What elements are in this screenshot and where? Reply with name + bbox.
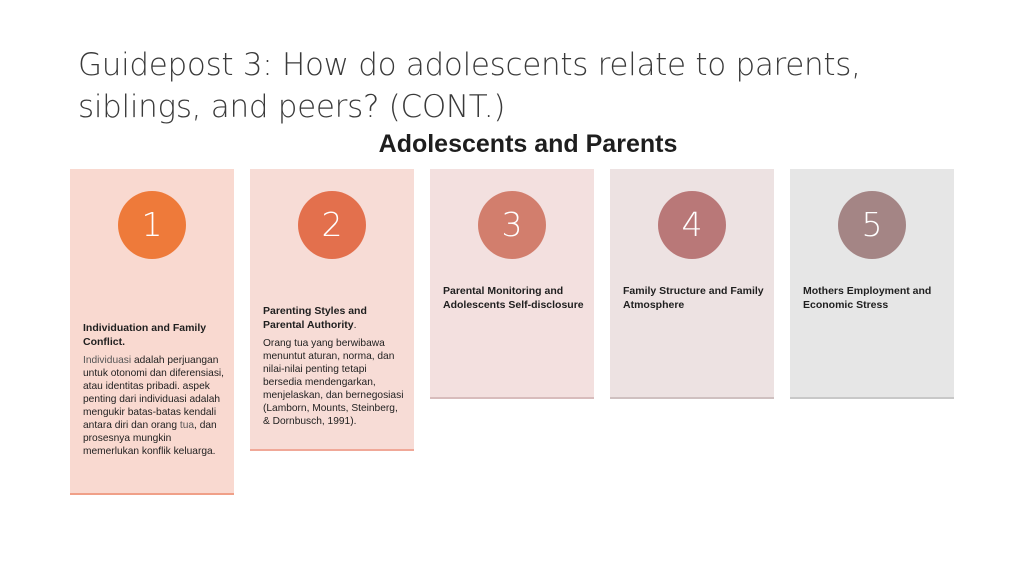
body-suffix: , dan prosesnya mungkin memerlukan konflik keluarga. [83, 420, 217, 457]
card-title: Parental Monitoring and Adolescents Self-disclosure [443, 285, 584, 311]
step-number-circle: 1 [118, 191, 186, 259]
card-text [83, 321, 224, 458]
section-heading: Adolescents and Parents [378, 130, 678, 158]
card-parenting-styles [250, 169, 414, 451]
step-number-circle: 4 [658, 191, 726, 259]
card-title-suffix: . [353, 319, 357, 331]
term-tua: tua [179, 420, 195, 431]
slide-title: Guidepost 3: How do adolescents relate to parents, siblings, and peers? (CONT.) [78, 47, 861, 125]
card-text [443, 284, 584, 312]
step-number-circle: 3 [478, 191, 546, 259]
card-title: Individuation and Family Conflict. [83, 322, 207, 348]
card-text [263, 304, 404, 428]
card-text [623, 284, 764, 312]
card-text [803, 284, 944, 312]
card-title-text: Parenting Styles and Parental Authority [263, 305, 367, 331]
card-parental-monitoring [430, 169, 594, 399]
card-family-structure [610, 169, 774, 399]
card-body: Orang tua yang berwibawa menuntut aturan, norma, dan nilai-nilai penting tetapi bersedia mendengarkan, menjelaskan, dan bernegosiasi (Lamborn, Mounts, Steinberg, & Dornbusch, 1991). [263, 338, 404, 427]
term-individuasi: Individuasi [83, 355, 132, 366]
body-text: adalah perjuangan untuk otonomi dan diferensiasi, atau identitas pribadi. aspek penting dari individuasi adalah mengukir batas-batas kendali antara diri dan orang [83, 355, 225, 431]
card-title: Mothers Employment and Economic Stress [803, 285, 932, 311]
card-title: Family Structure and Family Atmosphere [623, 285, 764, 311]
card-title [263, 304, 404, 332]
step-number-circle: 2 [298, 191, 366, 259]
card-individuation [70, 169, 234, 495]
card-body [83, 354, 224, 458]
card-mothers-employment [790, 169, 954, 399]
step-number-circle: 5 [838, 191, 906, 259]
